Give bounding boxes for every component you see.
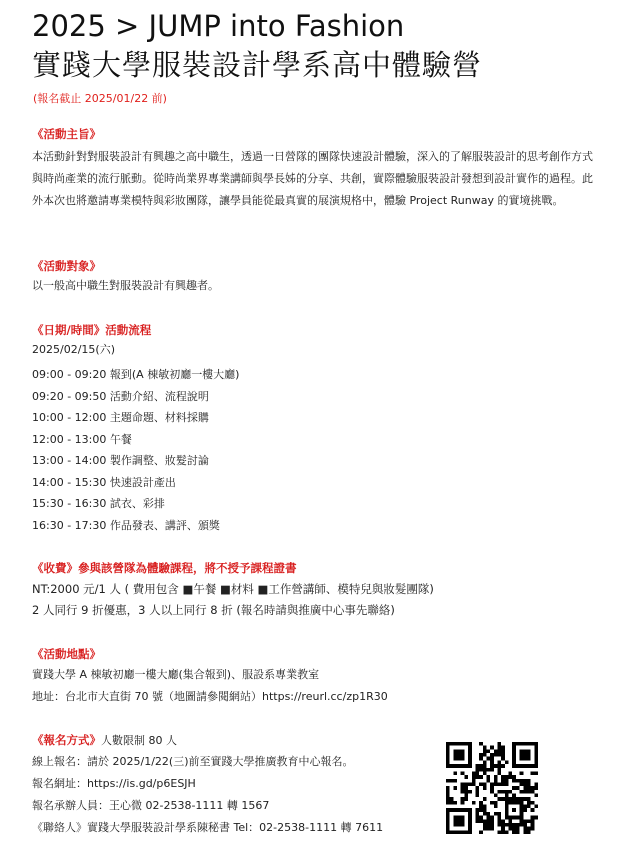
schedule-row [32, 429, 332, 451]
schedule-time: 12:00 - 13:00 [32, 432, 107, 446]
registration-heading-row [32, 730, 177, 751]
schedule-activity: 活動介紹、流程說明 [109, 389, 209, 403]
schedule-row [32, 472, 332, 494]
schedule-activity: 報到(A 棟敏初廳一樓大廳) [109, 368, 240, 381]
schedule-activity: 主題命題、材料採購 [109, 411, 209, 424]
schedule-time: 10:00 - 12:00 [32, 411, 107, 424]
location-line-1: 實踐大學 A 棟敏初廳一樓大廳(集合報到)、服設系專業教室 [32, 668, 320, 681]
audience-text: 以一般高中職生對服裝設計有興趣者。 [32, 279, 219, 292]
schedule-time: 09:20 - 09:50 [32, 389, 107, 403]
purpose-text: 本活動針對對服裝設計有興趣之高中職生，透過一日營隊的團隊快速設計體驗，深入的了解服裝設計的思考創作方式與時尚產業的流行脈動。從時尚業界專業講師與學長姊的分享、共創，實際體驗服裝設計發想到設計實作的過程。此外本次也將邀請專業模特與彩妝團隊，讓學員能從最真實的展演規格中，體驗 Project Runway 的實境挑戰。 [32, 150, 593, 207]
title-line-1: 2025 > JUMP into Fashion [32, 9, 405, 43]
schedule-date: 2025/02/15(六) [32, 343, 115, 356]
schedule-time: 14:00 - 15:30 [32, 475, 107, 489]
schedule-activity: 午餐 [109, 432, 132, 446]
audience-heading: 《活動對象》 [32, 259, 101, 273]
schedule-activity: 試衣、彩排 [109, 497, 165, 510]
schedule-time: 09:00 - 09:20 [32, 368, 107, 381]
schedule-time: 13:00 - 14:00 [32, 454, 107, 467]
location-line-2: 地址：台北市大直街 70 號（地圖請參閱網站）https://reurl.cc/zp1R30 [32, 690, 388, 703]
fee-line-1: NT:2000 元/1 人 ( 費用包含 ■午餐 ■材料 ■工作營講師、模特兒與妝髮團隊) [32, 582, 434, 596]
registration-limit: 人數限制 80 人 [101, 734, 177, 747]
schedule-heading: 《日期/時間》活動流程 [32, 323, 152, 337]
registration-deadline: (報名截止 2025/01/22 前) [33, 92, 167, 105]
schedule-activity: 製作調整、妝髮討論 [109, 454, 209, 467]
schedule-time: 15:30 - 16:30 [32, 497, 107, 510]
schedule-row [32, 407, 332, 429]
schedule-activity: 作品發表、講評、頒獎 [109, 518, 220, 532]
schedule-activity: 快速設計產出 [109, 475, 176, 489]
schedule-time: 16:30 - 17:30 [32, 518, 107, 532]
schedule-row [32, 493, 332, 515]
qr-code-icon [446, 742, 538, 834]
registration-line-3: 報名承辦人員：王心微 02-2538-1111 轉 1567 [32, 799, 270, 812]
location-heading: 《活動地點》 [32, 647, 101, 661]
registration-line-4: 《聯絡人》實踐大學服裝設計學系陳秘書 Tel：02-2538-1111 轉 7611 [32, 821, 384, 834]
schedule-row [32, 364, 332, 386]
title-line-2: 實踐大學服裝設計學系高中體驗營 [32, 48, 483, 82]
registration-line-1: 線上報名：請於 2025/1/22(三)前至實踐大學推廣教育中心報名。 [32, 755, 354, 768]
fee-line-2: 2 人同行 9 折優惠，3 人以上同行 8 折 (報名時請與推廣中心事先聯絡) [32, 603, 395, 617]
purpose-heading: 《活動主旨》 [32, 127, 101, 141]
schedule-row [32, 515, 332, 537]
schedule-list [32, 364, 332, 536]
registration-heading: 《報名方式》 [32, 733, 101, 747]
schedule-row [32, 386, 332, 408]
schedule-row [32, 450, 332, 472]
registration-line-2: 報名網址：https://is.gd/p6ESJH [32, 777, 196, 790]
fee-heading: 《收費》參與該營隊為體驗課程，將不授予課程證書 [32, 561, 297, 575]
